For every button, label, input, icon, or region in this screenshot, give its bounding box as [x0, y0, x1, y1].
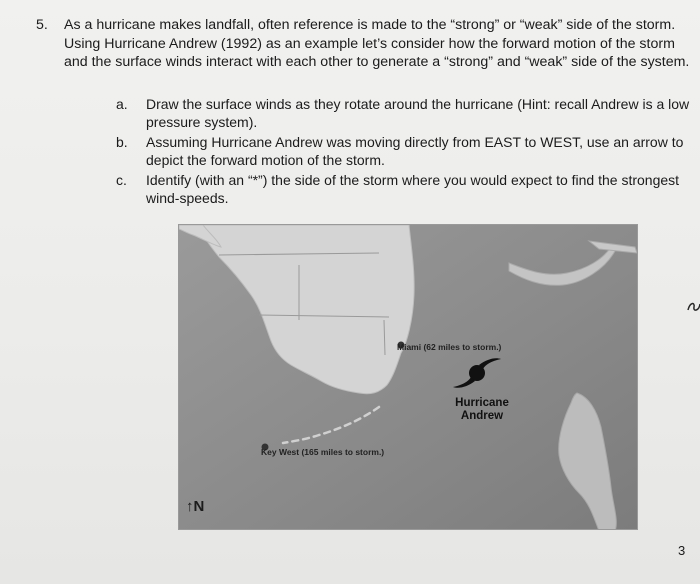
subitem-letter: c. — [116, 172, 127, 188]
pen-scribble-icon — [686, 300, 700, 314]
miami-label: Miami (62 miles to storm.) — [397, 342, 502, 352]
subitem-letter: b. — [116, 134, 128, 150]
florida-map — [178, 224, 638, 530]
page-number: 3 — [678, 543, 686, 558]
north-indicator — [186, 498, 204, 515]
subitem-letter: a. — [116, 96, 128, 112]
storm-name — [447, 397, 517, 423]
subitem-text: Draw the surface winds as they rotate around the hurricane (Hint: recall Andrew is a low pressure system). — [146, 96, 690, 131]
north-label: N — [193, 498, 205, 515]
subitem-text: Identify (with an “*”) the side of the storm where you would expect to find the strongest wind-speeds. — [146, 172, 680, 207]
storm-name-line2: Andrew — [460, 410, 504, 422]
subitem-text: Assuming Hurricane Andrew was moving directly from EAST to WEST, use an arrow to depict the forward motion of the storm. — [146, 134, 684, 169]
map-graphic — [179, 225, 638, 530]
subitem-a — [116, 95, 696, 131]
storm-name-line1: Hurricane — [455, 397, 509, 409]
question-5 — [36, 16, 696, 72]
keywest-label: Key West (165 miles to storm.) — [261, 447, 385, 457]
question-number: 5. — [36, 17, 48, 33]
subitem-c — [116, 171, 696, 207]
question-text: As a hurricane makes landfall, often reference is made to the “strong” or “weak” side of the storm. Using Hurricane Andrew (1992) as an example let’s consider how the forward motion of the storm and the surface winds interact with each other to generate a “strong” and “weak” side of the system. — [64, 17, 690, 70]
north-arrow-icon: ↑ — [186, 498, 194, 515]
subitem-b — [116, 133, 696, 169]
